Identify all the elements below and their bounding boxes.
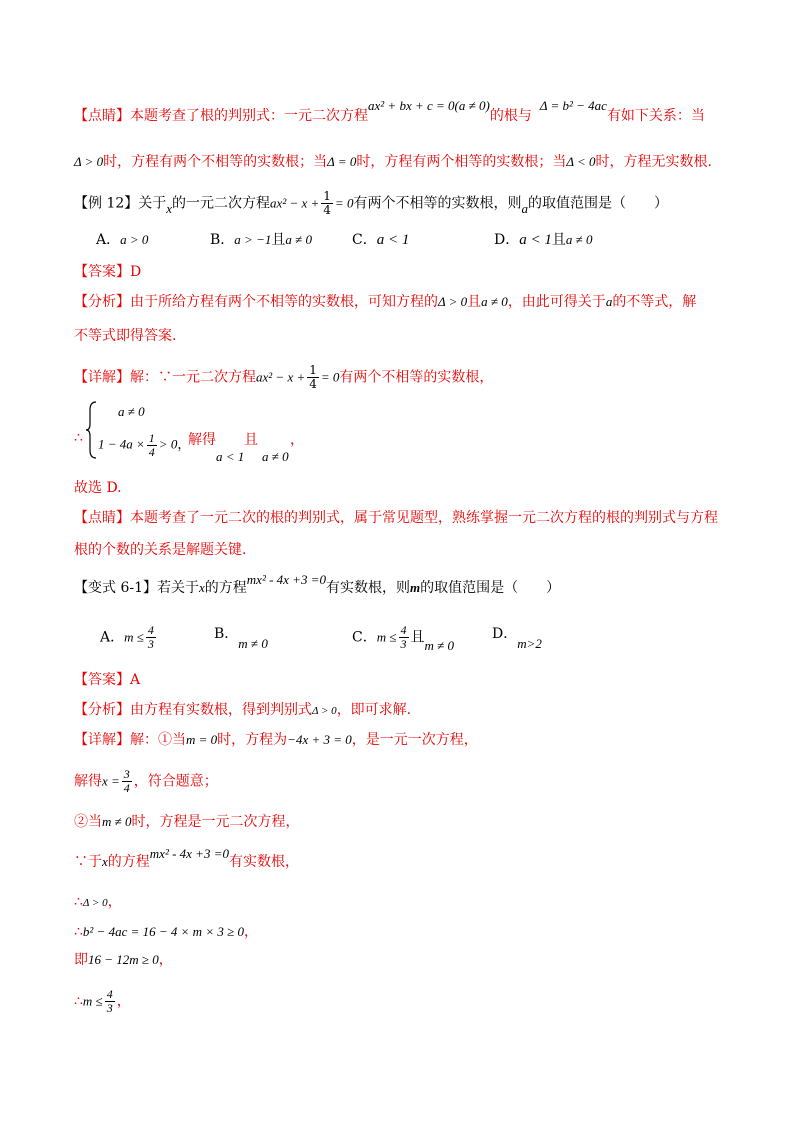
text: ，符合题意； xyxy=(133,773,218,790)
fraction: $\frac{4}{3}$ xyxy=(400,623,407,651)
text: 不等式即得答案. xyxy=(74,328,177,344)
therefore-symbol: ∴ xyxy=(74,430,83,446)
text: 关于 xyxy=(138,195,167,212)
equation: a < 1 xyxy=(376,232,410,248)
text: 解：∵一元二次方程 xyxy=(130,369,256,386)
equation: m ≠ 0 xyxy=(238,636,268,651)
equation: m ≤ xyxy=(82,993,103,1009)
text: 本题考查了根的判别式：一元二次方程 xyxy=(130,108,368,124)
fraction: $\frac{1}{4}$ xyxy=(148,431,155,459)
option-b xyxy=(210,230,312,250)
equation: Δ < 0 xyxy=(566,154,596,169)
solve-2 xyxy=(74,768,218,795)
option-d xyxy=(492,624,542,651)
answer-1 xyxy=(74,262,141,282)
text: 的一元二次方程 xyxy=(172,195,271,212)
text: ，是一元一次方程， xyxy=(351,732,478,748)
dianjing-line-2 xyxy=(74,152,712,172)
equation: m = 0 xyxy=(186,732,218,747)
equation: m ≤ xyxy=(124,629,144,645)
brace xyxy=(86,400,98,460)
tag-analysis: 【分析】 xyxy=(74,294,130,310)
text: 时，方程有两个相等的实数根；当 xyxy=(356,154,567,170)
text: ， xyxy=(107,894,122,910)
and-label: 且 xyxy=(244,432,258,448)
text: ， xyxy=(158,952,173,968)
fraction: $\frac{4}{3}$ xyxy=(106,987,113,1015)
fraction: $\frac{1}{4}$ xyxy=(309,363,317,391)
tag-answer: 【答案】 xyxy=(74,672,130,688)
answer-value: D xyxy=(130,264,142,280)
equation: −4x + 3 = 0 xyxy=(287,732,352,747)
analysis-1-line-2 xyxy=(74,326,176,346)
dianjing-2-line-1 xyxy=(74,508,718,528)
equation: ax² − x + xyxy=(270,195,320,211)
analysis-1-line-1 xyxy=(74,292,696,312)
comma: ， xyxy=(290,432,304,448)
option-label: A． xyxy=(100,629,125,646)
tag-analysis: 【分析】 xyxy=(74,702,130,718)
detail-1 xyxy=(74,364,493,391)
text: ②当 xyxy=(74,814,102,830)
tag-dianjing: 【点睛】 xyxy=(74,108,130,124)
text: 时，方程是一元二次方程， xyxy=(131,814,300,830)
option-label: B． xyxy=(214,626,239,642)
dianjing-2-line-2: 根的个数的关系是解题关键. xyxy=(74,542,247,558)
tag-dianjing: 【点睛】 xyxy=(74,510,130,526)
step-1 xyxy=(74,892,122,913)
option-a xyxy=(100,624,158,651)
equation: ax² + bx + c = 0(a ≠ 0) xyxy=(368,98,490,113)
text: 由方程有实数根，得到判别式 xyxy=(130,702,312,718)
tag-example: 【例 12】 xyxy=(74,195,139,212)
option-label: C． xyxy=(352,232,377,248)
text: ∵于 xyxy=(74,854,102,870)
text: 的取值范围是（ ） xyxy=(420,580,561,596)
solve-label: 解得 xyxy=(188,432,216,448)
text: ， xyxy=(116,993,131,1010)
text: 且 xyxy=(271,232,286,248)
text: 且 xyxy=(551,232,566,248)
text: 若关于 xyxy=(157,580,199,596)
text: ， xyxy=(243,924,258,940)
tag-detail: 【详解】 xyxy=(74,369,130,386)
text: 有实数根，则 xyxy=(325,580,410,596)
result-2: a ≠ 0 xyxy=(262,449,289,464)
therefore-symbol: ∴ xyxy=(74,894,83,910)
text: 时，方程为 xyxy=(217,732,288,748)
text: 的方程 xyxy=(204,580,247,596)
text: 由于所给方程有两个不相等的实数根，可知方程的 xyxy=(130,294,438,310)
equation: mx² - 4x +3 =0 xyxy=(246,572,326,587)
result-1: a < 1 xyxy=(216,449,245,464)
step-3 xyxy=(74,950,173,970)
dianjing-line-1 xyxy=(74,98,705,126)
therefore-symbol: ∴ xyxy=(74,924,83,940)
option-label: A． xyxy=(96,232,121,248)
variable: x xyxy=(102,854,108,869)
equation: m ≠ 0 xyxy=(102,814,132,829)
equation: a ≠ 0 xyxy=(481,294,508,309)
text: 解：①当 xyxy=(130,732,186,748)
option-c xyxy=(352,624,454,651)
tag-answer: 【答案】 xyxy=(74,264,130,280)
option-b xyxy=(214,624,268,651)
text: 的根与 xyxy=(489,108,532,124)
option-a xyxy=(96,230,148,250)
step-4 xyxy=(74,988,131,1015)
equation: a ≠ 0 xyxy=(285,232,312,247)
option-label: D． xyxy=(492,626,518,642)
tag-detail: 【详解】 xyxy=(74,732,130,748)
equation: ax² − x + xyxy=(256,369,306,385)
tag-variant: 【变式 6-1】 xyxy=(74,580,157,596)
text: ，即可求解. xyxy=(336,702,412,718)
equation: 16 − 12m ≥ 0 xyxy=(88,952,159,967)
answer-value: A xyxy=(130,672,141,688)
equation: m ≠ 0 xyxy=(424,637,455,653)
text: 即 xyxy=(74,952,88,968)
text: 的取值范围是（ ） xyxy=(527,195,668,212)
text: 且 xyxy=(410,629,425,646)
step-2 xyxy=(74,922,258,942)
equation: a ≠ 0 xyxy=(565,232,593,247)
text: ，由此可得关于 xyxy=(507,294,606,310)
option-c xyxy=(352,230,409,250)
text: 有实数根， xyxy=(228,854,299,870)
variable: x xyxy=(199,580,205,595)
therefore-symbol: ∴ xyxy=(74,993,83,1010)
equation: mx² - 4x +3 =0 xyxy=(149,846,229,861)
equation: Δ > 0 xyxy=(82,897,108,909)
variant-6-1-question xyxy=(74,572,561,598)
variable: m xyxy=(409,580,421,595)
equation: m ≤ xyxy=(376,629,397,645)
fraction: $\frac{3}{4}$ xyxy=(123,767,130,795)
text: 时，方程有两个不相等的实数根；当 xyxy=(103,154,328,170)
text: 有如下关系：当 xyxy=(606,108,705,124)
text: 有两个不相等的实数根， xyxy=(339,369,494,386)
text: 的方程 xyxy=(107,854,150,870)
detail-2 xyxy=(74,730,478,750)
selection-1: 故选 D. xyxy=(74,480,122,496)
answer-2 xyxy=(74,670,140,690)
text: 本题考查了一元二次的根的判别式，属于常见题型，熟练掌握一元二次方程的根的判别式与方程 xyxy=(130,510,718,526)
equation: m>2 xyxy=(517,636,542,651)
equation: = 0 xyxy=(320,369,340,385)
equation: = 0 xyxy=(334,195,354,211)
equation: Δ > 0 xyxy=(74,154,104,169)
text: 的不等式，解 xyxy=(612,294,697,310)
text: 且 xyxy=(467,294,482,310)
variable: x xyxy=(166,200,173,216)
text: 解得 xyxy=(74,773,102,790)
equation: a > −1 xyxy=(234,232,272,247)
analysis-2 xyxy=(74,700,411,721)
equation: b² − 4ac = 16 − 4 × m × 3 ≥ 0 xyxy=(82,924,244,939)
equation: x = xyxy=(102,773,120,789)
equation: a > 0 xyxy=(120,232,149,247)
variable: a xyxy=(521,200,528,216)
fraction: $\frac{1}{4}$ xyxy=(323,189,331,217)
variable: a xyxy=(605,294,613,309)
equation: Δ > 0 xyxy=(312,705,337,717)
option-label: D． xyxy=(494,232,520,248)
option-label: C． xyxy=(352,629,377,646)
system-row-2: 1 − 4a × $\frac{1}{4}$ > 0， xyxy=(98,431,191,459)
equation: Δ = b² − 4ac xyxy=(539,98,607,113)
example-12-question xyxy=(74,190,668,217)
equation: Δ = 0 xyxy=(327,154,357,169)
fraction: $\frac{4}{3}$ xyxy=(147,623,154,651)
system-row-1: a ≠ 0 xyxy=(118,404,145,419)
equation: a < 1 xyxy=(519,232,552,248)
text: 有两个不相等的实数根，则 xyxy=(353,195,522,212)
text: 时，方程无实数根. xyxy=(595,154,712,170)
case-2 xyxy=(74,812,300,832)
because-line xyxy=(74,846,299,872)
equation: Δ > 0 xyxy=(438,294,468,309)
option-label: B． xyxy=(210,232,235,248)
option-d xyxy=(494,230,593,250)
